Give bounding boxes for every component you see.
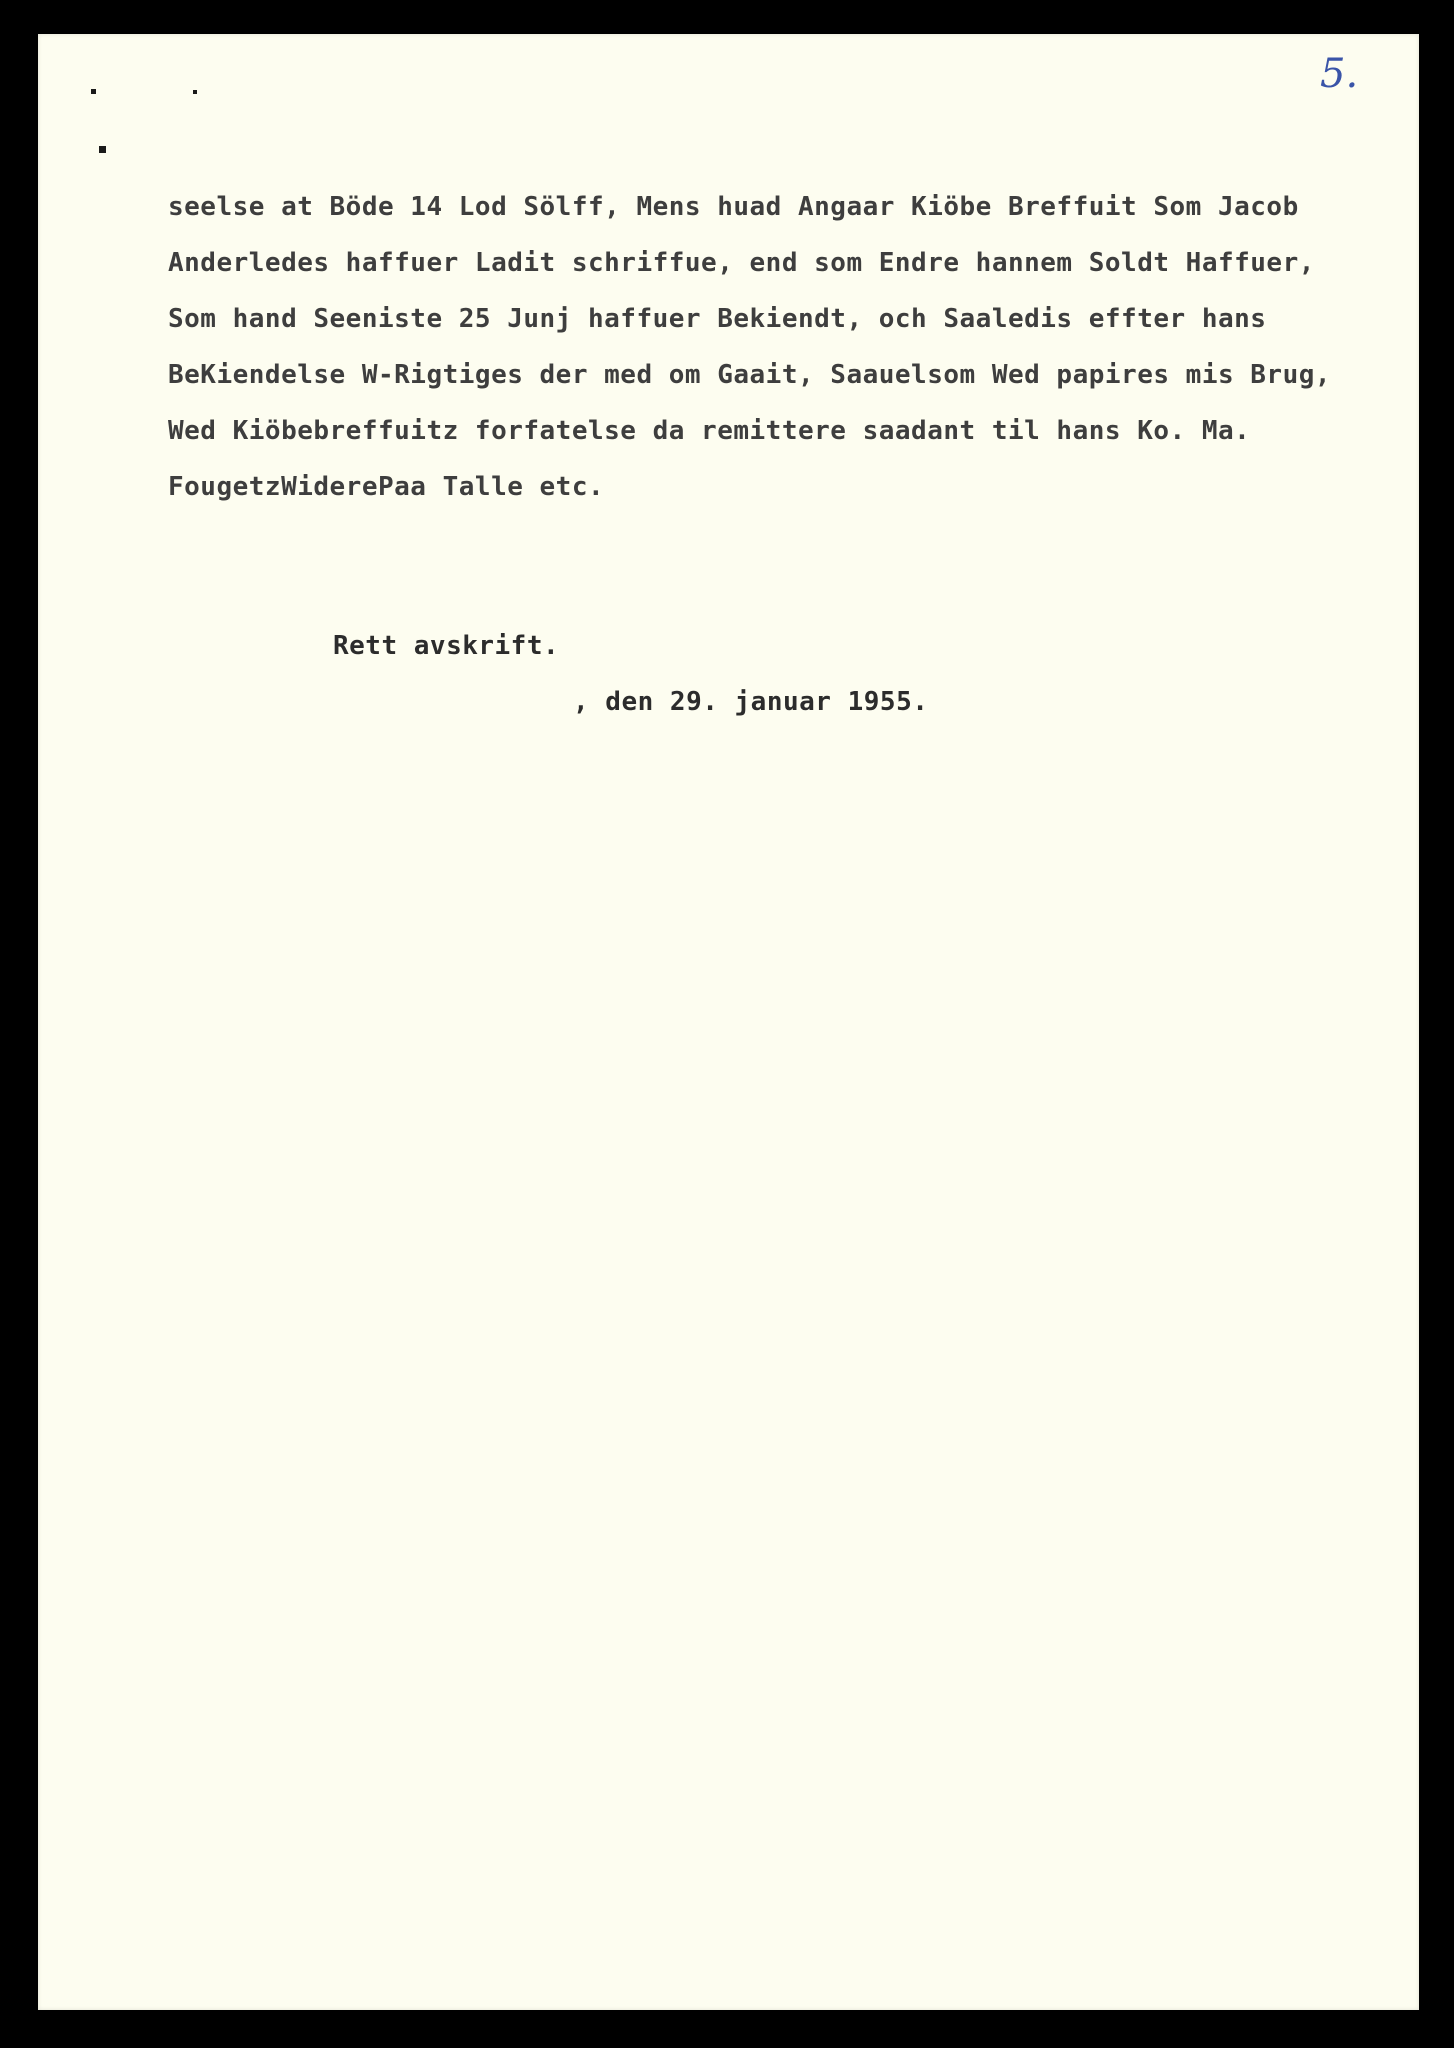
text-line: Som hand Seeniste 25 Junj haffuer Bekiendt, och Saaledis effter hans	[168, 304, 1267, 334]
text-line: FougetzWiderePaa Talle etc.	[168, 472, 605, 502]
text-line: Anderledes haffuer Ladit schriffue, end som Endre hannem Soldt Haffuer,	[168, 248, 1315, 278]
certification-date: , den 29. januar 1955.	[573, 687, 929, 717]
punch-mark	[99, 146, 106, 153]
page-number: 5.	[1320, 51, 1359, 97]
punch-mark	[91, 89, 96, 94]
transcription-body	[168, 179, 1388, 515]
certification-title: Rett avskrift.	[333, 631, 560, 661]
punch-mark	[193, 90, 197, 94]
document-page	[38, 34, 1419, 2010]
text-line: BeKiendelse W-Rigtiges der med om Gaait, Saauelsom Wed papires mis Brug,	[168, 360, 1332, 390]
certification-block	[333, 618, 928, 730]
text-line: Wed Kiöbebreffuitz forfatelse da remittere saadant til hans Ko. Ma.	[168, 416, 1251, 446]
text-line: seelse at Böde 14 Lod Sölff, Mens huad Angaar Kiöbe Breffuit Som Jacob	[168, 192, 1299, 222]
